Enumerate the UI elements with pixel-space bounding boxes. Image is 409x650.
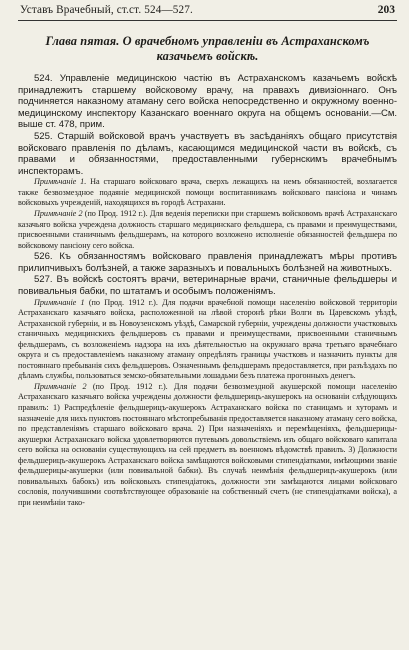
note-label: Примѣчаніе 1 xyxy=(34,297,85,307)
article-525 xyxy=(18,131,397,177)
page-number: 203 xyxy=(377,4,395,16)
header-rule xyxy=(18,20,397,21)
note-525-2 xyxy=(18,209,397,251)
chapter-title: Глава пятая. О врачебномъ управленіи въ Астраханскомъ казачьемъ войскѣ. xyxy=(45,34,370,63)
note-text: На старшаго войсковаго врача, сверхъ лежащихъ на немъ обязанностей, возлагается также безвозмездное подаяніе медицинской помощи воспитанникамъ войсковаго пансіона и чинамъ войсковыхъ учрежденій, находящихся въ городѣ Астрахани. xyxy=(18,177,398,208)
note-527-2 xyxy=(18,382,397,509)
article-text: 527. Въ войскѣ состоятъ врачи, ветеринарные врачи, станичные фельдшеры и повивальныя бабки, по штатамъ и особымъ положеніямъ. xyxy=(18,274,397,297)
note-525-1 xyxy=(18,177,397,209)
running-header xyxy=(18,4,397,18)
running-title: Уставъ Врачебный, ст.ст. 524—527. xyxy=(20,4,193,16)
article-text: 525. Старшій войсковой врачъ участвуетъ въ засѣданіяхъ общаго присутствія войсковаго правленія по дѣламъ, касающимся медицинской части въ войскѣ, съ правами и обязанностями, предоставленными губернскимъ врачебнымъ инспекторамъ. xyxy=(18,130,397,177)
note-527-1 xyxy=(18,298,397,382)
note-label: Примѣчаніе 1. xyxy=(34,177,87,187)
article-526 xyxy=(18,251,397,274)
note-text: (по Прод. 1912 г.). Для веденія переписки при старшемъ войсковомъ врачѣ Астраханскаго казачьяго войска учреждена должность старшаго медицинскаго фельдшера, съ правами и преимуществами, присвоенными станичнымъ фельдшерамъ, на которого возложено исполненіе обязанностей фельдшера по войсковому пансіону сего войска. xyxy=(18,208,397,250)
article-text: 526. Къ обязанностямъ войсковаго правленія принадлежатъ мѣры противъ прилипчивыхъ болѣзней, а также заразныхъ и повальныхъ болѣзней на животныхъ. xyxy=(18,251,397,274)
note-text: (по Прод. 1912 г.). Для подачи безвозмездной акушерской помощи населенію Астраханскаго казачьяго войска учреждены должности фельдшерицъ-акушерокъ на основаніи слѣдующихъ правилъ: 1) Распредѣленіе фельдшерицъ-акушерокъ Астраханскаго войска по станицамъ и хуторамъ и назначеніе для нихъ пунктовъ постояннаго мѣстопребыванія предоставляется наказному атаману сего войска, по представленіямъ старшаго войсковаго врача. 2) При назначеніяхъ и перемѣщеніяхъ, фельдшерицы-акушерки Астраханскаго войска удовлетворяются путевымъ довольствіемъ изъ общаго войсковаго капитала сего войска на основаніи существующихъ на сей предметъ въ военномъ вѣдомствѣ правилъ. 3) Должности фельдшерицъ-акушерокъ Астраханскаго войска замѣщаются войсковыми стипендіатками, имѣющими званіе фельдшерицы-акушерки (или повивальной бабки). Въ случаѣ неимѣнія фельдшерицъ-акушерокъ (или повивальныхъ бабокъ) изъ войсковыхъ стипендіатокъ, должности эти замѣщаются лицами войсковаго сословія, получившими соотвѣтствующее образованіе на собственный счетъ (не стипендіатками войска), а при неимѣніи тако- xyxy=(18,381,397,507)
note-text: (по Прод. 1912 г.). Для подачи врачебной помощи населенію войсковой территоріи Астраханскаго казачьяго войска, расположенной на лѣвой сторонѣ рѣки Волги въ Царевскомъ уѣздѣ, Астраханской губерніи, и въ Новоузенскомъ уѣздѣ, Самарской губерніи, учреждены должности участковыхъ станичныхъ медицинскихъ фельдшеровъ съ правами и преимуществами, присвоенными станичнымъ фельдшерамъ, съ возложеніемъ надзора на ихъ дѣятельностью на окружнаго врача третьяго врачебнаго округа и съ предоставленіемъ наказному атаману опредѣлять границы участковъ и назначить пункты для постояннаго пребыванія сихъ фельдшеровъ. Означеннымъ фельдшерамъ предоставляется, при разъѣздахъ по дѣламъ службы, пользоваться земско-обязательными лошадьми безъ платежа прогонныхъ денегъ. xyxy=(18,297,397,381)
note-label: Примѣчаніе 2 xyxy=(34,381,87,391)
article-524 xyxy=(18,73,397,131)
article-527 xyxy=(18,274,397,297)
article-text: 524. Управленіе медицинскою частію въ Астраханскомъ казачьемъ войскѣ принадлежитъ старшему войсковому врачу, на правахъ дивизіоннаго. Онъ подчиняется наказному атаману сего войска непосредственно и окружному военно-медицинскому инспектору Казанскаго военнаго округа на общемъ основаніи.—См. выше ст. 478, прим. xyxy=(18,73,397,131)
note-label: Примѣчаніе 2 xyxy=(34,208,83,218)
